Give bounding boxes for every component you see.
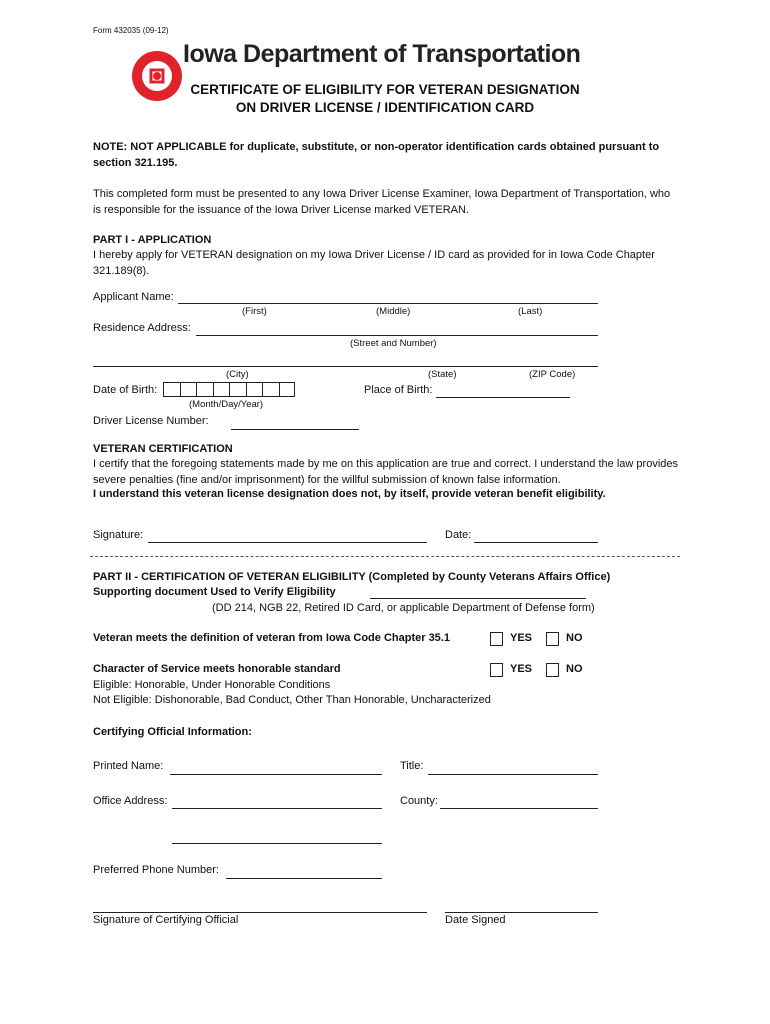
last-name-caption: (Last) [518, 306, 543, 317]
date-signed-label: Date Signed [445, 914, 506, 926]
dob-box[interactable] [163, 382, 180, 397]
dob-box[interactable] [213, 382, 230, 397]
applicant-signature-field[interactable] [148, 542, 427, 543]
part1-heading: PART I - APPLICATION [93, 234, 212, 246]
official-signature-label: Signature of Certifying Official [93, 914, 239, 926]
zip-caption: (ZIP Code) [529, 369, 576, 380]
dob-box[interactable] [246, 382, 263, 397]
residence-address-label: Residence Address: [93, 322, 191, 334]
supporting-doc-hint: (DD 214, NGB 22, Retired ID Card, or applicable Department of Defense form) [212, 602, 595, 614]
county-field[interactable] [440, 808, 598, 809]
printed-name-field[interactable] [170, 774, 382, 775]
phone-label: Preferred Phone Number: [93, 864, 219, 876]
intro-text: This completed form must be presented to any Iowa Driver License Examiner, Iowa Department of Transportation, who is responsible for the issuance of the Iowa Driver License marked VETERAN. [93, 188, 671, 216]
agency-name: Iowa Department of Transportation [183, 40, 581, 68]
dob-box[interactable] [229, 382, 246, 397]
veteran-definition-no-checkbox[interactable] [546, 632, 559, 646]
title-field[interactable] [428, 774, 598, 775]
applicant-name-label: Applicant Name: [93, 291, 174, 303]
office-address-line2-field[interactable] [172, 843, 382, 844]
date-label: Date: [445, 529, 472, 541]
place-of-birth-field[interactable] [436, 397, 570, 398]
veteran-cert-heading: VETERAN CERTIFICATION [93, 443, 233, 455]
eligible-text: Eligible: Honorable, Under Honorable Conditions [93, 679, 331, 691]
form-title-line2: ON DRIVER LICENSE / IDENTIFICATION CARD [235, 100, 535, 115]
dob-format-caption: (Month/Day/Year) [189, 399, 264, 410]
note-text: NOTE: NOT APPLICABLE for duplicate, substitute, or non-operator identification cards obtained pursuant to section 321.195. [93, 141, 660, 169]
section-divider [90, 556, 680, 557]
official-signature-field[interactable] [93, 912, 427, 913]
part1-text: I hereby apply for VETERAN designation on my Iowa Driver License / ID card as provided for in Iowa Code Chapter 321.189(8). [93, 249, 655, 277]
veteran-definition-yes-label: YES [510, 632, 533, 644]
first-name-caption: (First) [242, 306, 267, 317]
title-label: Title: [400, 760, 424, 772]
character-of-service-yes-label: YES [510, 663, 533, 675]
part2-heading: PART II - CERTIFICATION OF VETERAN ELIGIBILITY (Completed by County Veterans Affairs Office) [93, 571, 611, 583]
street-address-field[interactable] [196, 335, 598, 336]
office-address-field[interactable] [172, 808, 382, 809]
middle-name-caption: (Middle) [376, 306, 411, 317]
printed-name-label: Printed Name: [93, 760, 164, 772]
applicant-name-field[interactable] [178, 303, 598, 304]
dl-number-label: Driver License Number: [93, 415, 209, 427]
not-eligible-text: Not Eligible: Dishonorable, Bad Conduct, Other Than Honorable, Uncharacterized [93, 694, 491, 706]
dl-number-field[interactable] [231, 429, 359, 430]
city-state-zip-field[interactable] [93, 366, 598, 367]
date-signed-field[interactable] [445, 912, 598, 913]
city-caption: (City) [226, 369, 249, 380]
form-number: Form 432035 (09-12) [93, 26, 169, 35]
veteran-definition-question: Veteran meets the definition of veteran from Iowa Code Chapter 35.1 [93, 632, 450, 644]
character-of-service-no-label: NO [566, 663, 583, 675]
veteran-definition-no-label: NO [566, 632, 583, 644]
dob-box[interactable] [279, 382, 296, 397]
street-caption: (Street and Number) [350, 338, 437, 349]
character-of-service-question: Character of Service meets honorable standard [93, 663, 341, 675]
dob-label: Date of Birth: [93, 384, 158, 396]
certifying-official-heading: Certifying Official Information: [93, 726, 252, 738]
veteran-definition-yes-checkbox[interactable] [490, 632, 503, 646]
character-of-service-yes-checkbox[interactable] [490, 663, 503, 677]
state-caption: (State) [428, 369, 457, 380]
veteran-cert-bold-text: I understand this veteran license designation does not, by itself, provide veteran benefit eligibility. [93, 488, 606, 500]
dob-box[interactable] [262, 382, 279, 397]
dob-box[interactable] [180, 382, 197, 397]
county-label: County: [400, 795, 438, 807]
applicant-date-field[interactable] [474, 542, 598, 543]
dob-box[interactable] [196, 382, 213, 397]
veteran-cert-text: I certify that the foregoing statements made by me on this application are true and correct. I understand the law provides severe penalties (fine and/or imprisonment) for the willful submission of known false information. [93, 458, 678, 486]
supporting-doc-field[interactable] [370, 598, 586, 599]
supporting-doc-label: Supporting document Used to Verify Eligibility [93, 586, 336, 598]
phone-field[interactable] [226, 878, 382, 879]
character-of-service-no-checkbox[interactable] [546, 663, 559, 677]
office-address-label: Office Address: [93, 795, 168, 807]
place-of-birth-label: Place of Birth: [364, 384, 433, 396]
signature-label: Signature: [93, 529, 144, 541]
form-title-line1: CERTIFICATE OF ELIGIBILITY FOR VETERAN DESIGNATION [190, 82, 580, 97]
